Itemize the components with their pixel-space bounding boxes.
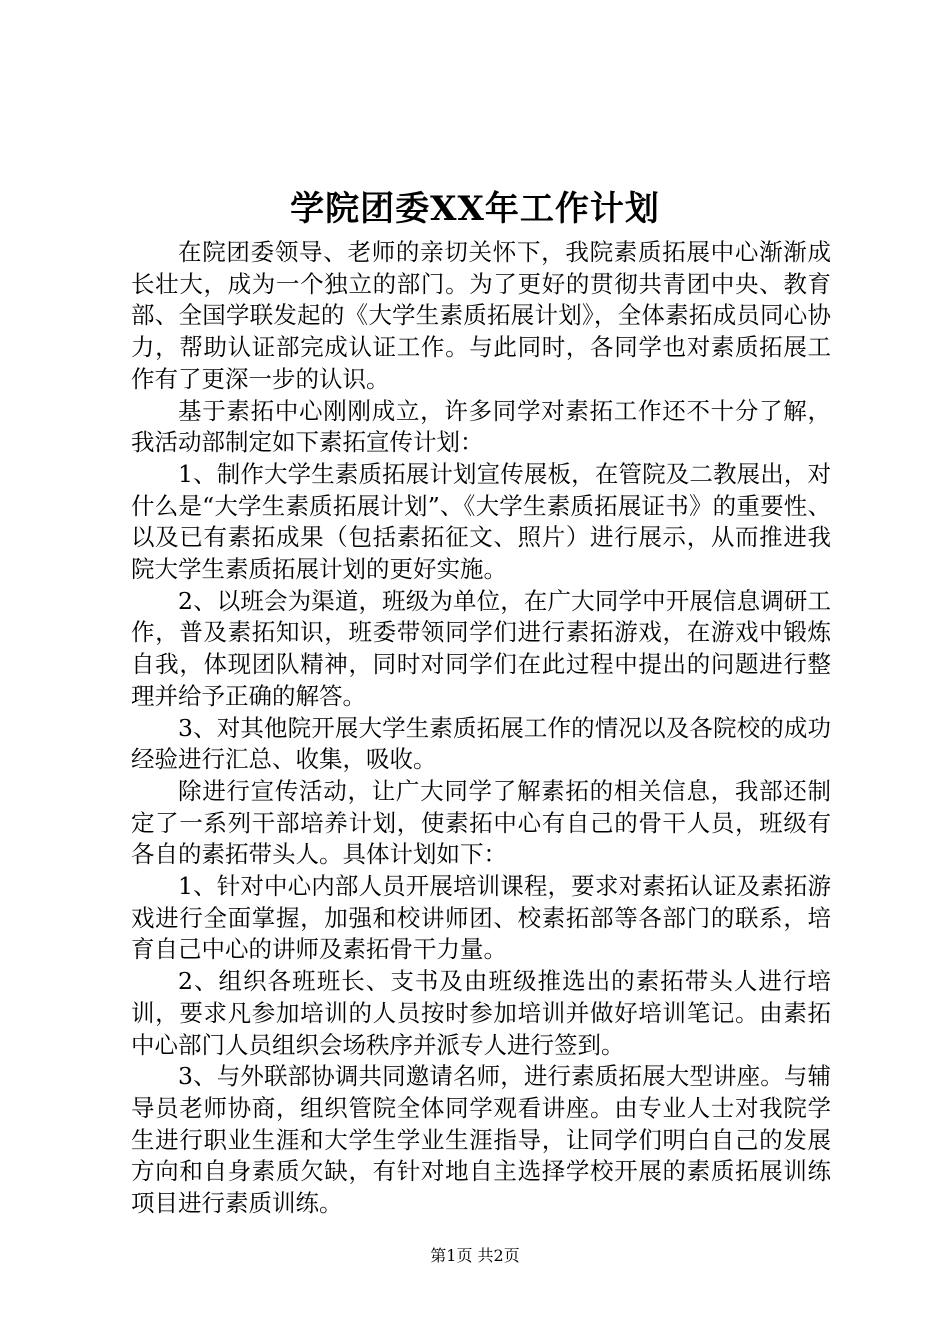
list-item-publicity-2: 2、以班会为渠道，班级为单位，在广大同学中开展信息调研工作，普及素拓知识，班委带领同学们进行素拓游戏，在游戏中锻炼自我，体现团队精神，同时对同学们在此过程中提出的问题进行整理并给予正确的解答。 bbox=[131, 586, 831, 710]
paragraph-training-plan: 除进行宣传活动，让广大同学了解素拓的相关信息，我部还制定了一系列干部培养计划，使素拓中心有自己的骨干人员，班级有各自的素拓带头人。具体计划如下： bbox=[131, 776, 831, 869]
list-item-publicity-1: 1、制作大学生素质拓展计划宣传展板，在管院及二教展出，对什么是“大学生素质拓展计划”、《大学生素质拓展证书》的重要性、以及已有素拓成果（包括素拓征文、照片）进行展示，从而推进我院大学生素质拓展计划的更好实施。 bbox=[131, 459, 831, 584]
document-body bbox=[131, 237, 831, 1220]
list-item-publicity-3: 3、对其他院开展大学生素质拓展工作的情况以及各院校的成功经验进行汇总、收集，吸收。 bbox=[131, 713, 831, 774]
paragraph-publicity-plan: 基于素拓中心刚刚成立，许多同学对素拓工作还不十分了解，我活动部制定如下素拓宣传计划： bbox=[131, 396, 831, 457]
list-item-training-3: 3、与外联部协调共同邀请名师，进行素质拓展大型讲座。与辅导员老师协商，组织管院全体同学观看讲座。由专业人士对我院学生进行职业生涯和大学生学业生涯指导，让同学们明白自己的发展方向和自身素质欠缺，有针对地自主选择学校开展的素质拓展训练项目进行素质训练。 bbox=[131, 1062, 831, 1218]
page-number-footer: 第1页 共2页 bbox=[430, 1246, 520, 1265]
list-item-training-1: 1、针对中心内部人员开展培训课程，要求对素拓认证及素拓游戏进行全面掌握，加强和校讲师团、校素拓部等各部门的联系，培育自己中心的讲师及素拓骨干力量。 bbox=[131, 872, 831, 964]
document-title: 学院团委XX年工作计划 bbox=[290, 189, 660, 229]
paragraph-intro: 在院团委领导、老师的亲切关怀下，我院素质拓展中心渐渐成长壮大，成为一个独立的部门。为了更好的贯彻共青团中央、教育部、全国学联发起的《大学生素质拓展计划》，全体素拓成员同心协力，帮助认证部完成认证工作。与此同时，各同学也对素质拓展工作有了更深一步的认识。 bbox=[131, 238, 831, 393]
list-item-training-2: 2、组织各班班长、支书及由班级推选出的素拓带头人进行培训，要求凡参加培训的人员按时参加培训并做好培训笔记。由素拓中心部门人员组织会场秩序并派专人进行签到。 bbox=[131, 967, 831, 1059]
